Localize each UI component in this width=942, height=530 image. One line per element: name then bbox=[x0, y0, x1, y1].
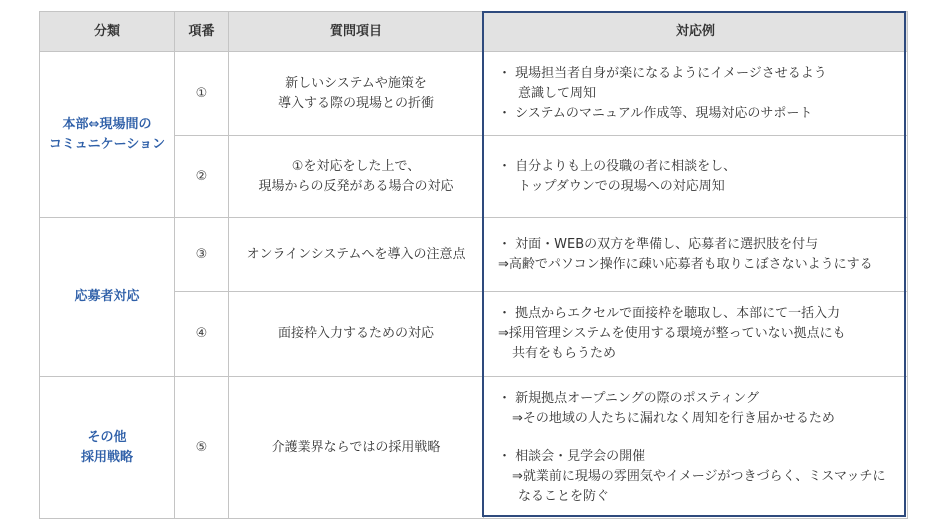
item-number: ③ bbox=[175, 218, 229, 292]
qa-table-container bbox=[39, 11, 907, 517]
item-number: ② bbox=[175, 136, 229, 218]
item-number: ⑤ bbox=[175, 377, 229, 519]
qa-table bbox=[39, 11, 908, 519]
header-number: 項番 bbox=[175, 12, 229, 52]
header-response: 対応例 bbox=[484, 12, 908, 52]
header-row bbox=[40, 12, 908, 52]
question-text: 面接枠入力するための対応 bbox=[229, 292, 484, 377]
question-text: ①を対応をした上で、 現場からの反発がある場合の対応 bbox=[229, 136, 484, 218]
header-category: 分類 bbox=[40, 12, 175, 52]
response-text: ・ 拠点からエクセルで面接枠を聴取し、本部にて一括入力 ⇒採用管理システムを使用する環境が整っていない拠点にも 共有をもらうため bbox=[484, 292, 908, 377]
item-number: ④ bbox=[175, 292, 229, 377]
table-row bbox=[40, 218, 908, 292]
table-row bbox=[40, 52, 908, 136]
category-communication: 本部⇔現場間の コミュニケーション bbox=[40, 52, 175, 218]
question-text: 介護業界ならではの採用戦略 bbox=[229, 377, 484, 519]
header-question: 質問項目 bbox=[229, 12, 484, 52]
response-text: ・ 現場担当者自身が楽になるようにイメージさせるよう 意識して周知 ・ システムのマニュアル作成等、現場対応のサポート bbox=[484, 52, 908, 136]
response-text: ・ 自分よりも上の役職の者に相談をし、 トップダウンでの現場への対応周知 bbox=[484, 136, 908, 218]
table-row bbox=[40, 377, 908, 519]
category-applicant: 応募者対応 bbox=[40, 218, 175, 377]
category-other-strategy: その他 採用戦略 bbox=[40, 377, 175, 519]
response-text: ・ 新規拠点オープニングの際のポスティング ⇒その地域の人たちに漏れなく周知を行き届かせるため ・ 相談会・見学会の開催 ⇒就業前に現場の雰囲気やイメージがつきづらく、ミスマッチに なることを防ぐ bbox=[484, 377, 908, 519]
question-text: 新しいシステムや施策を 導入する際の現場との折衝 bbox=[229, 52, 484, 136]
response-text: ・ 対面・WEBの双方を準備し、応募者に選択肢を付与 ⇒高齢でパソコン操作に疎い応募者も取りこぼさないようにする bbox=[484, 218, 908, 292]
question-text: オンラインシステムへを導入の注意点 bbox=[229, 218, 484, 292]
item-number: ① bbox=[175, 52, 229, 136]
